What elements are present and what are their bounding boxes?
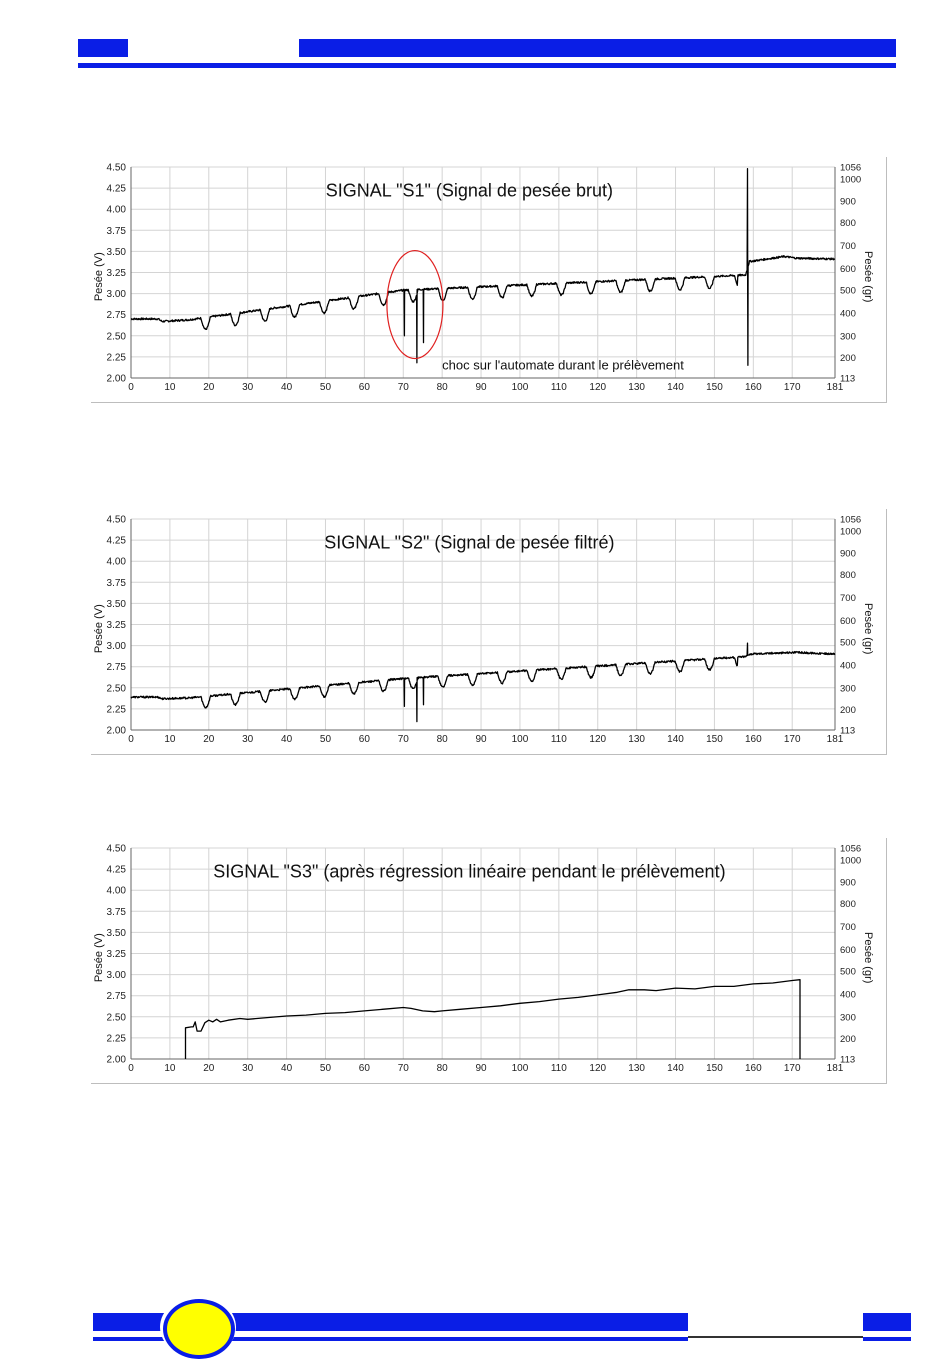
y-tick-label: 2.50 <box>106 1012 126 1024</box>
x-tick-label: 70 <box>397 382 409 393</box>
x-tick-label: 150 <box>706 734 723 745</box>
y-tick-label: 2.75 <box>106 662 126 674</box>
header-bar-right <box>299 39 896 57</box>
y-tick-label: 3.75 <box>106 577 126 589</box>
y-tick-label: 2.75 <box>106 991 126 1003</box>
series-line <box>131 643 835 722</box>
y2-tick-label: 600 <box>840 615 856 627</box>
y-tick-label: 3.50 <box>106 927 126 939</box>
x-tick-label: 90 <box>475 382 487 393</box>
y2-tick-label: 400 <box>840 660 856 672</box>
x-tick-label: 20 <box>203 734 215 745</box>
y-tick-label: 4.50 <box>106 162 126 174</box>
y-tick-label: 3.25 <box>106 268 126 279</box>
y-tick-label: 2.25 <box>106 1033 126 1045</box>
y2-tick-label: 500 <box>840 285 856 297</box>
y-tick-label: 2.50 <box>106 683 126 695</box>
y2-tick-label: 1056 <box>840 162 862 174</box>
y2-tick-label: 800 <box>840 218 856 230</box>
x-tick-label: 90 <box>475 734 487 745</box>
y-tick-label: 2.00 <box>106 373 126 385</box>
y2-tick-label: 300 <box>840 1012 856 1024</box>
x-tick-label: 130 <box>628 382 645 393</box>
x-tick-label: 0 <box>128 734 134 745</box>
x-tick-label: 30 <box>242 1063 254 1074</box>
y2-tick-label: 200 <box>840 705 856 717</box>
y2-tick-label: 900 <box>840 548 856 560</box>
y2-tick-label: 200 <box>840 353 856 365</box>
y-tick-label: 4.00 <box>106 885 126 897</box>
x-tick-label: 160 <box>744 1063 762 1074</box>
y2-tick-label: 400 <box>840 308 856 320</box>
y-tick-label: 4.00 <box>106 556 126 568</box>
footer-bar-right <box>863 1313 911 1331</box>
x-tick-label: 0 <box>128 1063 134 1074</box>
y2-tick-label: 1000 <box>840 526 862 538</box>
x-tick-label: 130 <box>628 734 645 745</box>
footer-circle-icon <box>163 1299 235 1359</box>
y2-tick-label: 113 <box>840 1054 856 1066</box>
x-tick-label: 120 <box>589 382 607 393</box>
y2-tick-label: 900 <box>840 196 856 208</box>
y-axis-label: Pesée (V) <box>93 604 105 654</box>
x-tick-label: 110 <box>550 382 567 393</box>
y2-tick-label: 700 <box>840 240 856 252</box>
x-tick-label: 70 <box>397 734 409 745</box>
x-tick-label: 20 <box>203 382 215 393</box>
x-tick-label: 140 <box>667 734 684 745</box>
y-tick-label: 2.00 <box>106 1054 126 1066</box>
x-tick-label: 80 <box>436 734 448 745</box>
x-tick-label: 181 <box>826 734 844 745</box>
x-tick-label: 50 <box>319 1063 332 1074</box>
x-tick-label: 170 <box>783 1063 801 1074</box>
y-tick-label: 4.25 <box>106 864 126 876</box>
header-rule <box>78 63 896 68</box>
annotation-label: choc sur l'automate durant le prélèvement <box>442 357 684 373</box>
x-tick-label: 100 <box>511 382 529 393</box>
chart-s3-panel <box>91 838 887 1084</box>
y-tick-label: 4.25 <box>106 535 126 547</box>
y-tick-label: 3.00 <box>106 289 126 301</box>
x-tick-label: 10 <box>164 382 176 393</box>
y-tick-label: 3.50 <box>106 598 126 610</box>
y-tick-label: 3.50 <box>106 246 126 258</box>
x-tick-label: 0 <box>128 382 134 393</box>
y-tick-label: 4.00 <box>106 204 126 216</box>
x-tick-label: 140 <box>667 382 684 393</box>
y-tick-label: 4.50 <box>106 843 126 855</box>
y-tick-label: 3.00 <box>106 641 126 653</box>
x-tick-label: 160 <box>744 382 762 393</box>
y-tick-label: 2.00 <box>106 725 126 737</box>
x-tick-label: 50 <box>319 734 332 745</box>
x-tick-label: 60 <box>358 1063 370 1074</box>
x-tick-label: 90 <box>475 1063 487 1074</box>
x-tick-label: 80 <box>436 382 448 393</box>
header-bar-left <box>78 39 128 57</box>
y2-tick-label: 700 <box>840 592 856 604</box>
x-tick-label: 30 <box>242 734 254 745</box>
x-tick-label: 181 <box>826 382 844 393</box>
x-tick-label: 120 <box>589 1063 607 1074</box>
x-tick-label: 170 <box>783 734 801 745</box>
x-tick-label: 130 <box>628 1063 645 1074</box>
y2-tick-label: 500 <box>840 966 856 978</box>
y2-tick-label: 300 <box>840 331 856 343</box>
x-tick-label: 40 <box>281 734 293 745</box>
x-tick-label: 10 <box>164 734 176 745</box>
x-tick-label: 40 <box>281 1063 293 1074</box>
y2-tick-label: 1000 <box>840 855 862 867</box>
footer-rule-right <box>863 1337 911 1341</box>
chart-s2-panel <box>91 509 887 755</box>
x-tick-label: 110 <box>550 734 567 745</box>
y2-tick-label: 600 <box>840 944 856 956</box>
y-axis-label: Pesée (V) <box>93 252 105 302</box>
y2-tick-label: 1056 <box>840 514 862 526</box>
x-tick-label: 100 <box>511 1063 529 1074</box>
series-line <box>186 980 801 1059</box>
x-tick-label: 170 <box>783 382 801 393</box>
x-tick-label: 181 <box>826 1063 844 1074</box>
y-tick-label: 2.25 <box>106 704 126 716</box>
x-tick-label: 20 <box>203 1063 215 1074</box>
y2-tick-label: 300 <box>840 683 856 695</box>
y2-tick-label: 600 <box>840 263 856 275</box>
x-tick-label: 140 <box>667 1063 684 1074</box>
x-tick-label: 100 <box>511 734 529 745</box>
y-tick-label: 2.75 <box>106 310 126 322</box>
chart-s3 <box>91 838 886 1083</box>
y2-tick-label: 1000 <box>840 174 862 186</box>
y2-tick-label: 200 <box>840 1034 856 1046</box>
y-tick-label: 3.25 <box>106 620 126 631</box>
y2-tick-label: 800 <box>840 570 856 582</box>
x-tick-label: 10 <box>164 1063 176 1074</box>
x-tick-label: 150 <box>706 382 723 393</box>
y2-tick-label: 1056 <box>840 843 862 855</box>
chart-title: SIGNAL "S2" (Signal de pesée filtré) <box>324 532 615 553</box>
y-tick-label: 3.25 <box>106 949 126 960</box>
x-tick-label: 60 <box>358 734 370 745</box>
y2-axis-label: Pesée (gr) <box>862 932 874 984</box>
y2-tick-label: 400 <box>840 989 856 1001</box>
x-tick-label: 30 <box>242 382 254 393</box>
y-tick-label: 3.00 <box>106 970 126 982</box>
chart-title: SIGNAL "S3" (après régression linéaire pendant le prélèvement) <box>213 861 726 882</box>
chart-s1 <box>91 157 886 402</box>
x-tick-label: 40 <box>281 382 293 393</box>
y2-tick-label: 900 <box>840 877 856 889</box>
x-tick-label: 50 <box>319 382 332 393</box>
x-tick-label: 110 <box>550 1063 567 1074</box>
x-tick-label: 120 <box>589 734 607 745</box>
y-axis-label: Pesée (V) <box>93 933 105 983</box>
y2-tick-label: 113 <box>840 725 856 737</box>
y2-axis-label: Pesée (gr) <box>862 251 874 303</box>
x-tick-label: 150 <box>706 1063 723 1074</box>
y-tick-label: 2.50 <box>106 331 126 343</box>
annotation-ellipse <box>387 251 443 359</box>
y-tick-label: 3.75 <box>106 906 126 918</box>
footer-rule-mid <box>688 1336 863 1338</box>
chart-s2 <box>91 509 886 754</box>
chart-s1-panel <box>91 157 887 403</box>
y-tick-label: 2.25 <box>106 352 126 364</box>
y2-axis-label: Pesée (gr) <box>862 603 874 655</box>
x-tick-label: 80 <box>436 1063 448 1074</box>
y-tick-label: 4.50 <box>106 514 126 526</box>
x-tick-label: 160 <box>744 734 762 745</box>
y-tick-label: 3.75 <box>106 225 126 237</box>
y-tick-label: 4.25 <box>106 183 126 195</box>
y2-tick-label: 800 <box>840 899 856 911</box>
y2-tick-label: 700 <box>840 921 856 933</box>
y2-tick-label: 500 <box>840 637 856 649</box>
x-tick-label: 70 <box>397 1063 409 1074</box>
x-tick-label: 60 <box>358 382 370 393</box>
y2-tick-label: 113 <box>840 373 856 385</box>
chart-title: SIGNAL "S1" (Signal de pesée brut) <box>325 180 614 201</box>
